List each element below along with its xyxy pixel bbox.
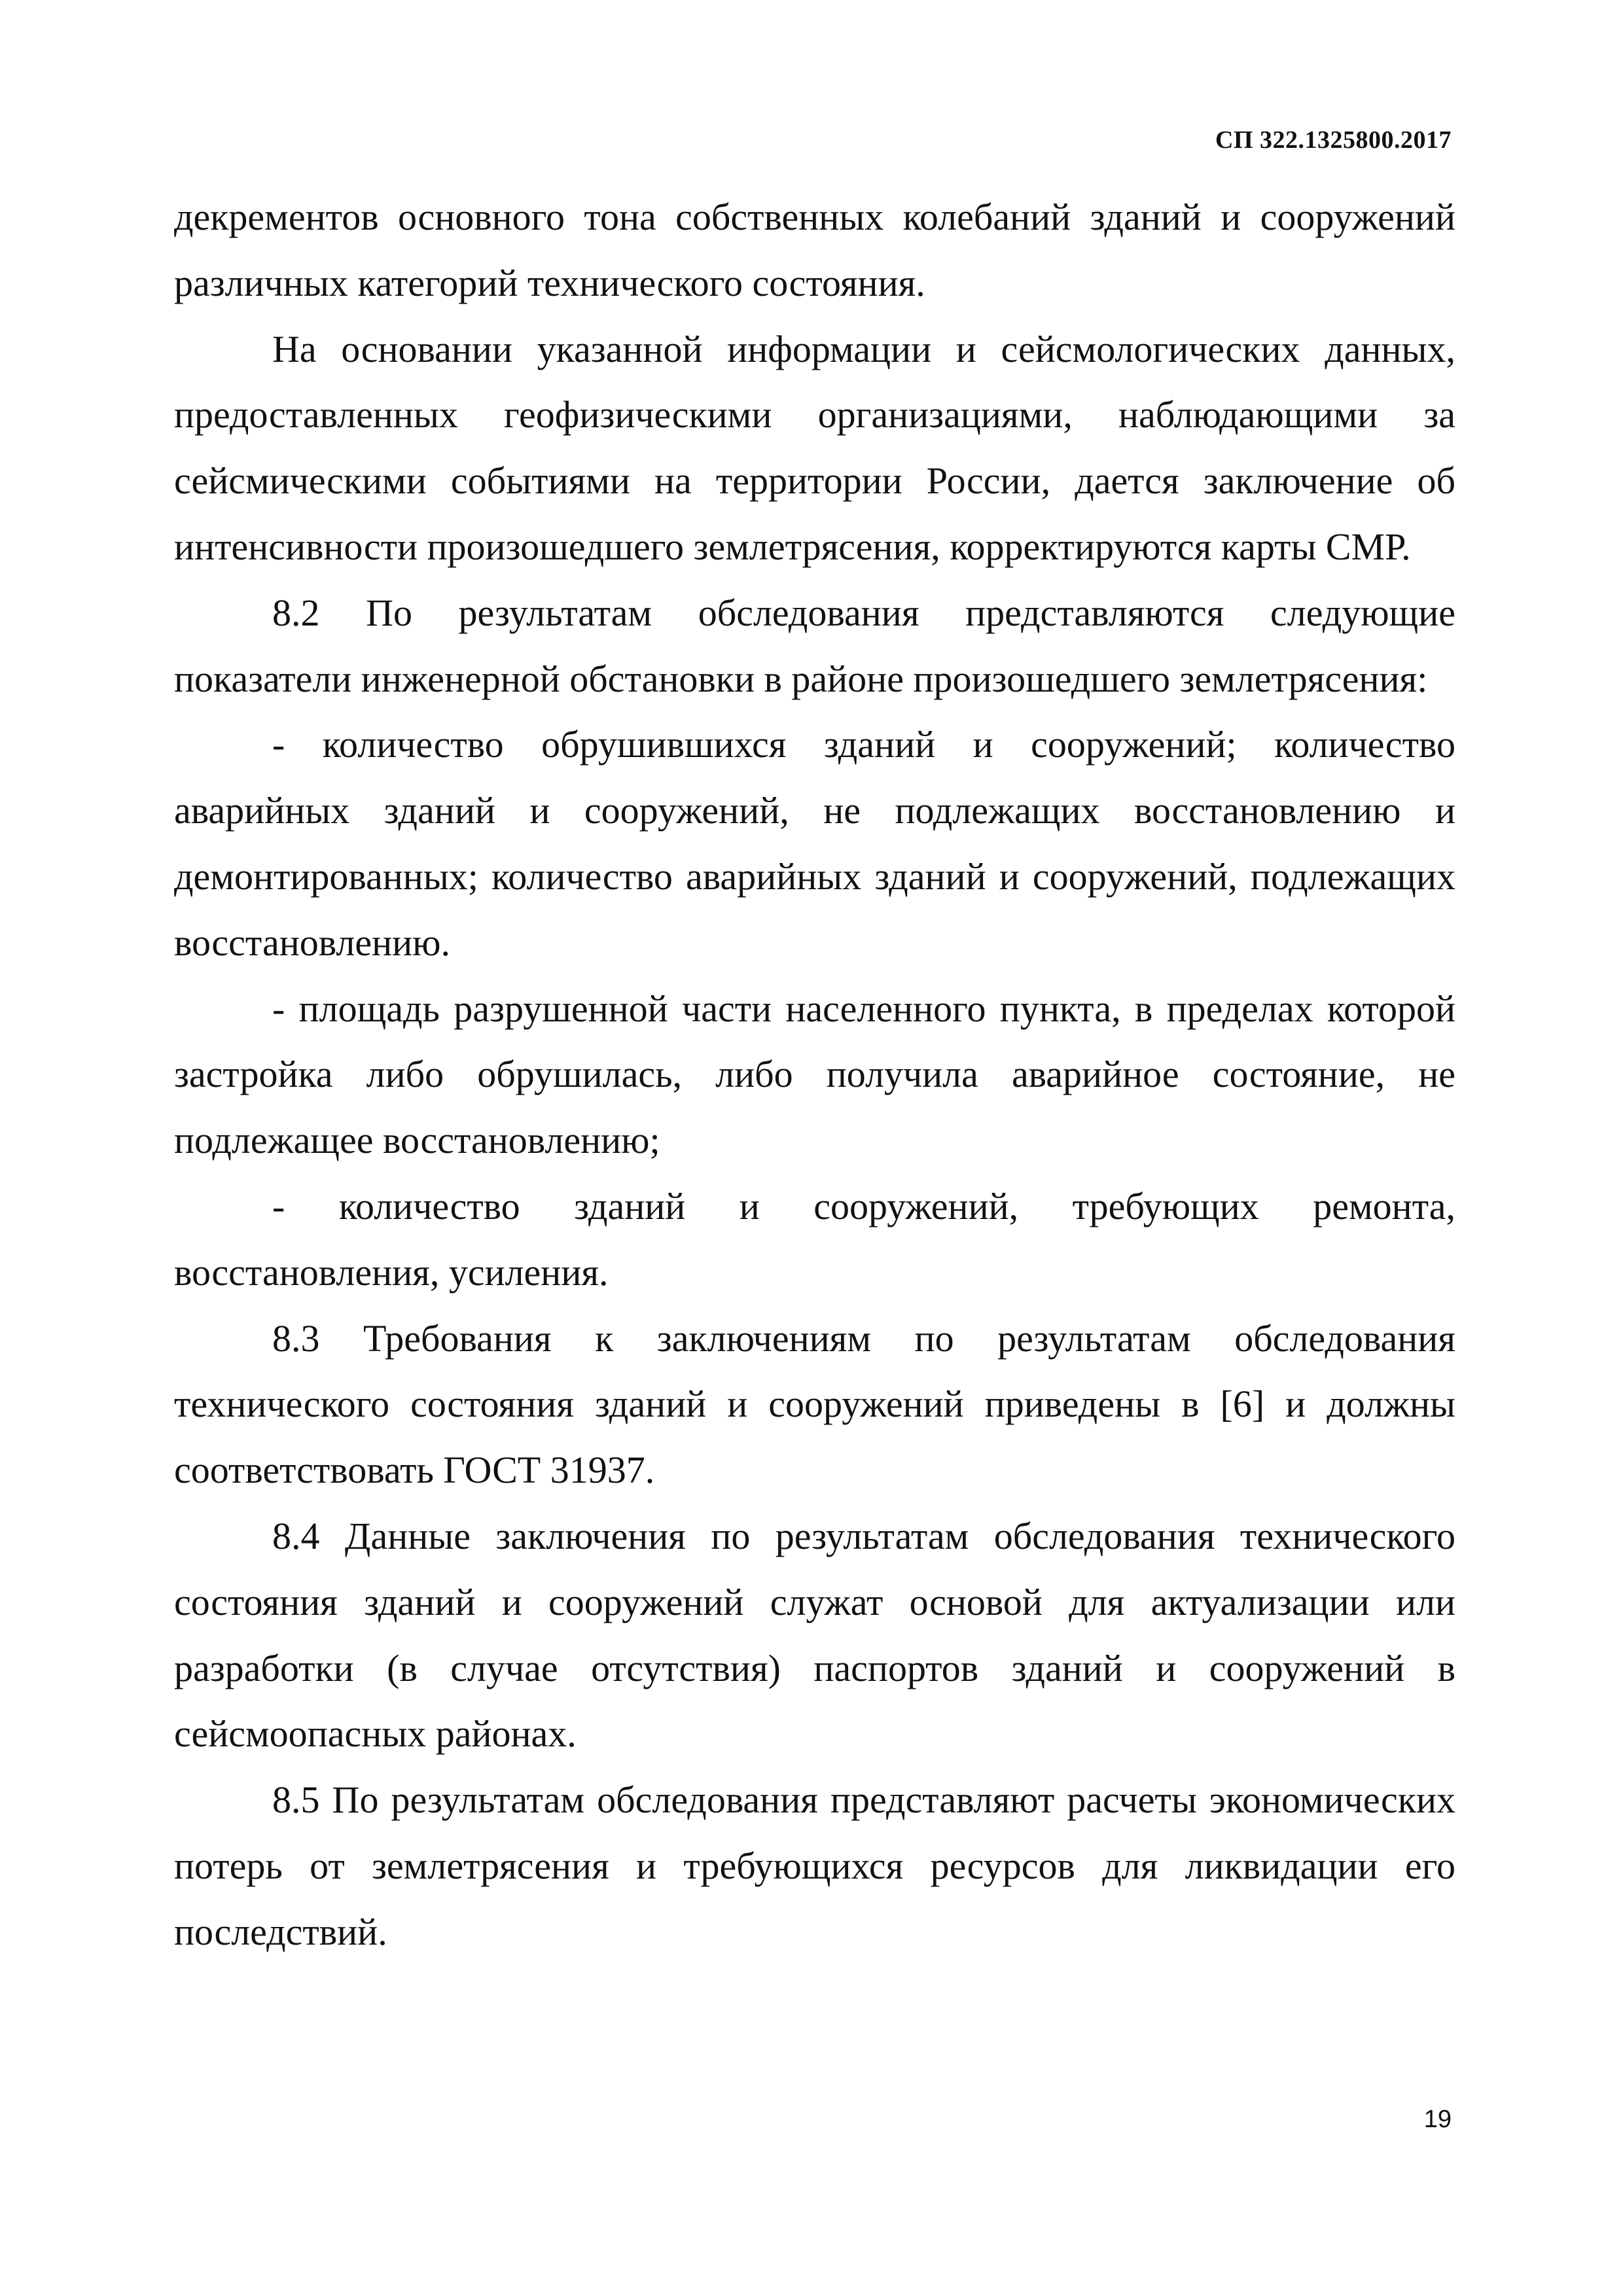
paragraph-8-4: 8.4 Данные заключения по результатам обследования технического состояния зданий и сооружений служат основой для актуализации или разработки (в случае отсутствия) паспортов зданий и сооружений в сейсмоопасных районах. [174,1514,1455,1756]
list-item-repair-buildings: - количество зданий и сооружений, требующих ремонта, восстановления, усиления. [174,1184,1455,1294]
list-item-destroyed-area: - площадь разрушенной части населенного пункта, в пределах которой застройка либо обрушилась, либо получила аварийное состояние, не подлежащее восстановлению; [174,987,1455,1162]
list-item-collapsed-buildings: - количество обрушившихся зданий и сооружений; количество аварийных зданий и сооружений, не подлежащих восстановлению и демонтированных; количество аварийных зданий и сооружений, подлежащих восстановлению. [174,723,1455,964]
paragraph-8-5: 8.5 По результатам обследования представляют расчеты экономических потерь от землетрясения и требующихся ресурсов для ликвидации его последствий. [174,1778,1455,1953]
document-code-header: СП 322.1325800.2017 [1215,126,1452,154]
document-body [174,185,1455,1966]
page-number: 19 [1423,2106,1452,2133]
paragraph-conclusion-intensity: На основании указанной информации и сейсмологических данных, предоставленных геофизическими организациями, наблюдающими за сейсмическими событиями на территории России, дается заключение об интенсивности произошедшего землетрясения, корректируются карты СМР. [174,327,1455,568]
paragraph-8-3: 8.3 Требования к заключениям по результатам обследования технического состояния зданий и сооружений приведены в [6] и должны соответствовать ГОСТ 31937. [174,1316,1455,1492]
paragraph-continuation: декрементов основного тона собственных колебаний зданий и сооружений различных категорий технического состояния. [174,196,1455,304]
paragraph-8-2: 8.2 По результатам обследования представляются следующие показатели инженерной обстановки в районе произошедшего землетрясения: [174,591,1455,700]
